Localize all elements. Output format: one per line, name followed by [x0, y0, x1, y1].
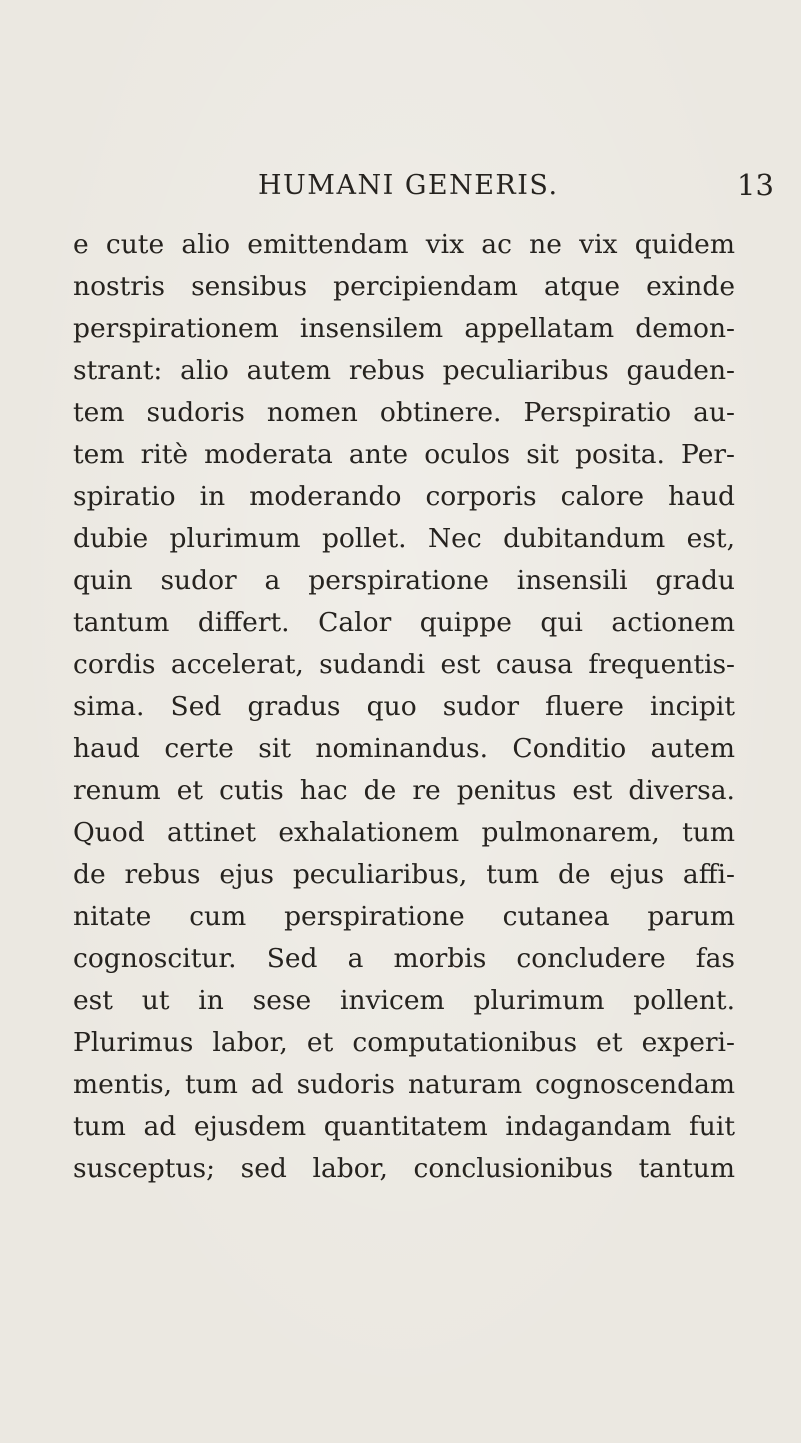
text-line: renum et cutis hac de re penitus est diversa.	[73, 775, 735, 806]
text-line: susceptus; sed labor, conclusionibus tantum	[73, 1153, 735, 1184]
running-head	[0, 164, 801, 204]
text-line: tantum differt. Calor quippe qui actionem	[73, 607, 735, 638]
text-line: tem ritè moderata ante oculos sit posita. Per-	[73, 439, 735, 470]
text-line: strant: alio autem rebus peculiaribus gauden-	[73, 355, 735, 386]
text-line: tem sudoris nomen obtinere. Perspiratio au-	[73, 397, 735, 428]
text-line: est ut in sese invicem plurimum pollent.	[73, 985, 735, 1016]
body-text	[73, 224, 735, 1190]
text-line: quin sudor a perspiratione insensili gradu	[73, 565, 735, 596]
text-line: spiratio in moderando corporis calore haud	[73, 481, 735, 512]
text-line: e cute alio emittendam vix ac ne vix quidem	[73, 229, 735, 260]
text-line: tum ad ejusdem quantitatem indagandam fuit	[73, 1111, 735, 1142]
text-line: sima. Sed gradus quo sudor fluere incipit	[73, 691, 735, 722]
text-line: mentis, tum ad sudoris naturam cognoscendam	[73, 1069, 735, 1100]
text-line: Plurimus labor, et computationibus et experi-	[73, 1027, 735, 1058]
text-line: nitate cum perspiratione cutanea parum	[73, 901, 735, 932]
text-line: perspirationem insensilem appellatam demon-	[73, 313, 735, 344]
page-number: 13	[737, 168, 774, 202]
running-title: HUMANI GENERIS.	[258, 170, 559, 201]
text-line: de rebus ejus peculiaribus, tum de ejus affi-	[73, 859, 735, 890]
text-line: dubie plurimum pollet. Nec dubitandum est,	[73, 523, 735, 554]
text-line: Quod attinet exhalationem pulmonarem, tum	[73, 817, 735, 848]
text-line: cordis accelerat, sudandi est causa frequentis-	[73, 649, 735, 680]
text-line: nostris sensibus percipiendam atque exinde	[73, 271, 735, 302]
text-line: cognoscitur. Sed a morbis concludere fas	[73, 943, 735, 974]
text-line: haud certe sit nominandus. Conditio autem	[73, 733, 735, 764]
